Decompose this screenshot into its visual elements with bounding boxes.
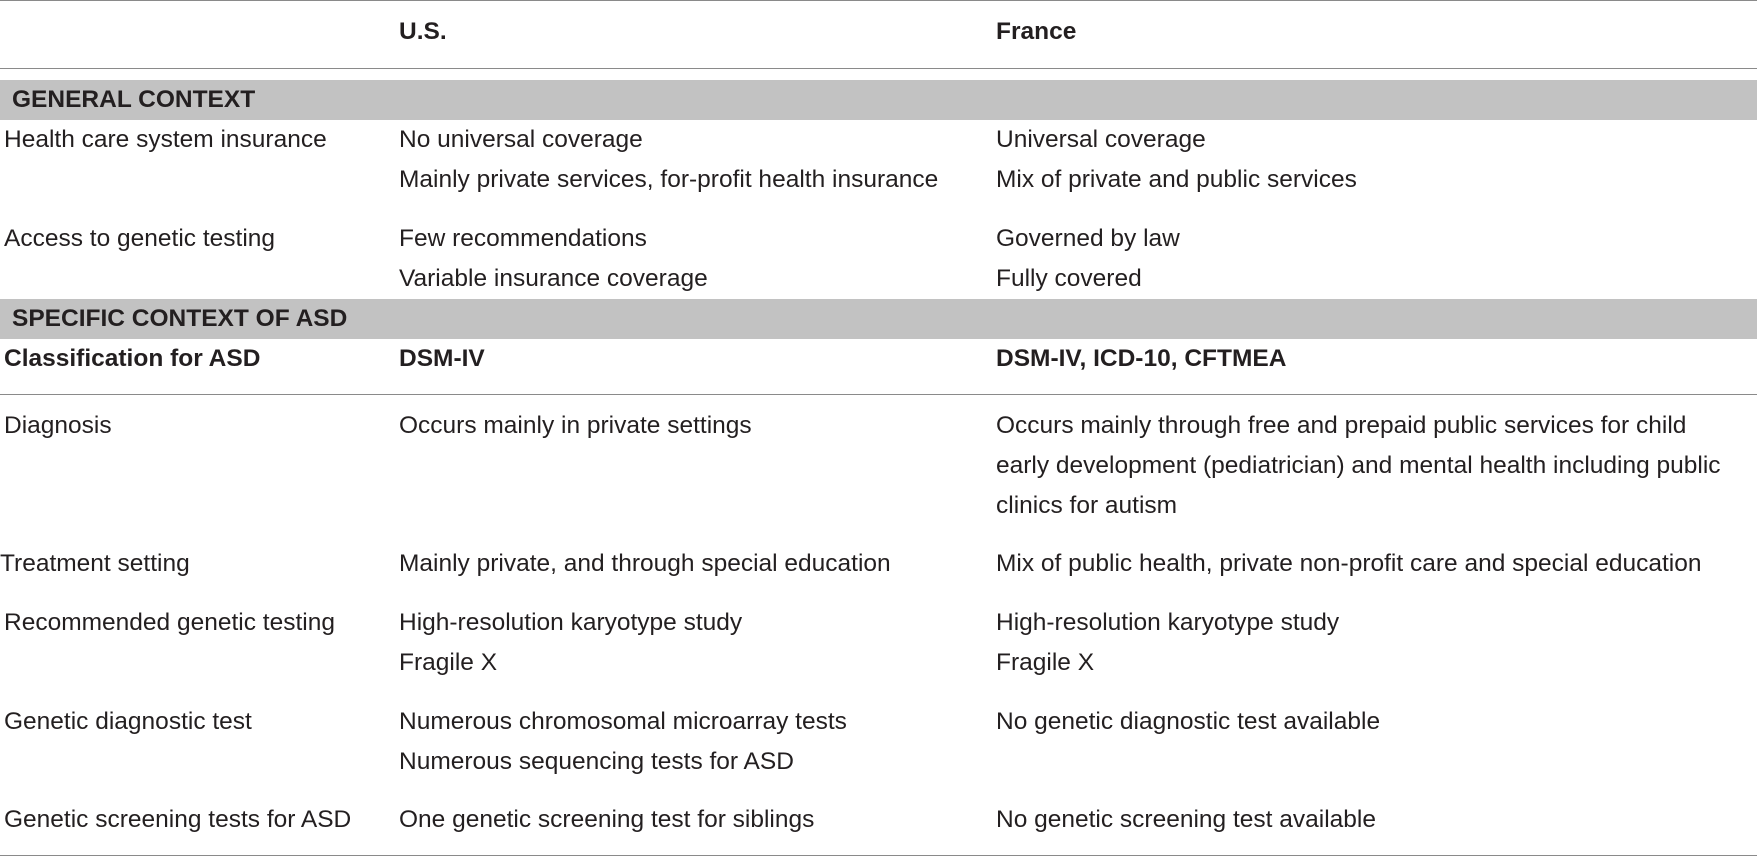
cell-us-treatment: Mainly private, and through special education: [399, 550, 891, 577]
cell-france-genetic-access-2: Fully covered: [996, 265, 1142, 292]
header-france: France: [996, 18, 1077, 45]
row-label-diagnostic-test: Genetic diagnostic test: [4, 708, 252, 735]
cell-france-diagnosis-3: clinics for autism: [996, 492, 1178, 519]
cell-us-genetic-access-2: Variable insurance coverage: [399, 265, 708, 292]
cell-france-genetic-access-1: Governed by law: [996, 225, 1180, 252]
row-label-genetic-access: Access to genetic testing: [4, 225, 276, 252]
cell-us-screening-test: One genetic screening test for siblings: [399, 806, 815, 833]
row-label-diagnosis: Diagnosis: [4, 412, 112, 439]
row-label-classification: Classification for ASD: [4, 345, 261, 372]
section-title-general: GENERAL CONTEXT: [12, 86, 256, 113]
table-bottom-rule: [0, 855, 1757, 856]
cell-france-diagnosis-1: Occurs mainly through free and prepaid public services for child: [996, 412, 1687, 439]
cell-us-health-care-2: Mainly private services, for-profit health insurance: [399, 166, 939, 193]
row-label-treatment: Treatment setting: [0, 550, 190, 577]
cell-france-diagnostic-test: No genetic diagnostic test available: [996, 708, 1381, 735]
cell-france-health-care-2: Mix of private and public services: [996, 166, 1357, 193]
section-title-specific: SPECIFIC CONTEXT OF ASD: [12, 305, 348, 332]
cell-us-recommended-testing-2: Fragile X: [399, 649, 498, 676]
cell-france-recommended-testing-2: Fragile X: [996, 649, 1095, 676]
cell-france-screening-test: No genetic screening test available: [996, 806, 1376, 833]
section-band-general: [0, 80, 1757, 120]
header-rule: [0, 68, 1757, 69]
cell-france-health-care-1: Universal coverage: [996, 126, 1206, 153]
cell-us-recommended-testing-1: High-resolution karyotype study: [399, 609, 743, 636]
table-top-rule: [0, 0, 1757, 1]
cell-france-recommended-testing-1: High-resolution karyotype study: [996, 609, 1340, 636]
section-band-specific: [0, 299, 1757, 339]
header-us: U.S.: [399, 18, 447, 45]
cell-france-diagnosis-2: early development (pediatrician) and mental health including public: [996, 452, 1721, 479]
cell-us-diagnosis: Occurs mainly in private settings: [399, 412, 752, 439]
row-label-recommended-testing: Recommended genetic testing: [4, 609, 335, 636]
row-label-health-care: Health care system insurance: [4, 126, 327, 153]
cell-france-treatment: Mix of public health, private non-profit care and special education: [996, 550, 1702, 577]
cell-france-classification: DSM-IV, ICD-10, CFTMEA: [996, 345, 1287, 372]
cell-us-health-care-1: No universal coverage: [399, 126, 643, 153]
cell-us-genetic-access-1: Few recommendations: [399, 225, 647, 252]
cell-us-classification: DSM-IV: [399, 345, 485, 372]
classification-rule: [0, 394, 1757, 395]
cell-us-diagnostic-test-1: Numerous chromosomal microarray tests: [399, 708, 847, 735]
cell-us-diagnostic-test-2: Numerous sequencing tests for ASD: [399, 748, 794, 775]
row-label-screening-test: Genetic screening tests for ASD: [4, 806, 352, 833]
